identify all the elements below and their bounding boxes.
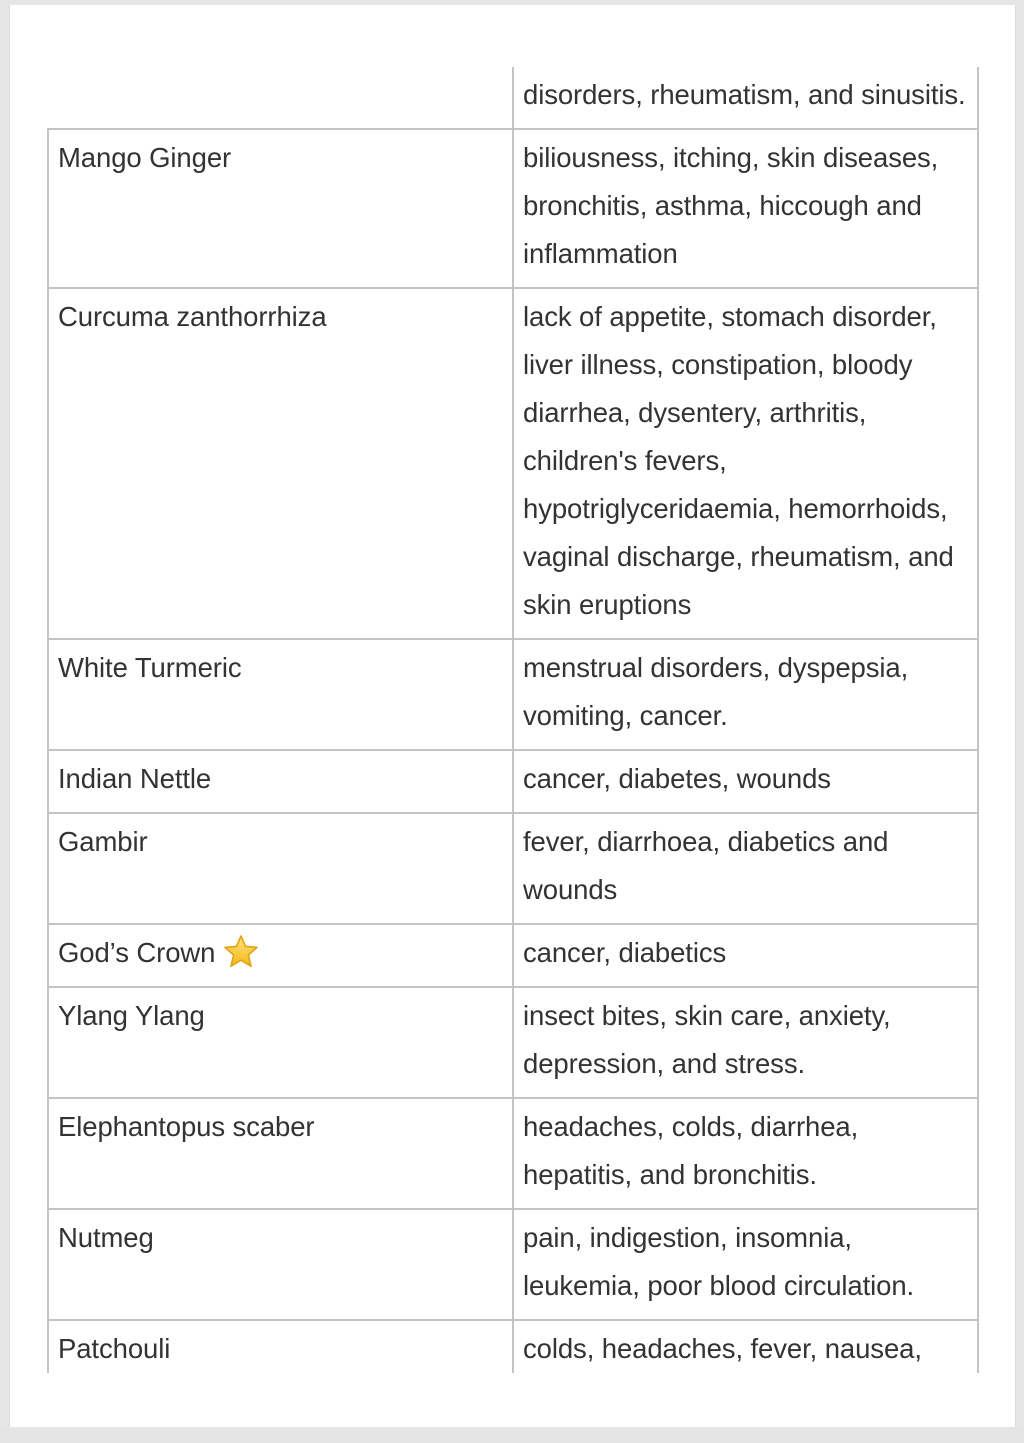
herb-uses-cell: menstrual disorders, dyspepsia, vomiting, cancer.: [513, 639, 978, 750]
herb-uses-cell: insect bites, skin care, anxiety, depression, and stress.: [513, 987, 978, 1098]
table-row: [48, 288, 978, 639]
herb-uses-cell: headaches, colds, diarrhea, hepatitis, and bronchitis.: [513, 1098, 978, 1209]
herb-name-cell: [48, 67, 513, 129]
table-row: [48, 1209, 978, 1320]
herb-name-cell: Curcuma zanthorrhiza: [48, 288, 513, 639]
document-page: [9, 5, 1016, 1427]
page-bottom-edge: [0, 1428, 1024, 1443]
herb-uses-cell: cancer, diabetics: [513, 924, 978, 987]
table-row: [48, 924, 978, 987]
herb-uses-cell: lack of appetite, stomach disorder, liver illness, constipation, bloody diarrhea, dysentery, arthritis, children's fevers, hypotriglyceridaemia, hemorrhoids, vaginal discharge, rheumatism, and skin eruptions: [513, 288, 978, 639]
table-row: [48, 639, 978, 750]
table-row: [48, 1320, 978, 1373]
herb-name-cell: Patchouli: [48, 1320, 513, 1373]
table-row: [48, 987, 978, 1098]
table-row: [48, 813, 978, 924]
herb-uses-cell: biliousness, itching, skin diseases, bronchitis, asthma, hiccough and inflammation: [513, 129, 978, 288]
table-row: [48, 1098, 978, 1209]
table-row: [48, 67, 978, 129]
herb-uses-cell: cancer, diabetes, wounds: [513, 750, 978, 813]
table-row: [48, 750, 978, 813]
table-row: [48, 129, 978, 288]
herb-name-text: God’s Crown: [58, 937, 216, 968]
herb-name-cell: Ylang Ylang: [48, 987, 513, 1098]
herb-uses-cell: disorders, rheumatism, and sinusitis.: [513, 67, 978, 129]
star-icon: [223, 934, 259, 968]
herb-name-cell: Mango Ginger: [48, 129, 513, 288]
herb-name-cell: Nutmeg: [48, 1209, 513, 1320]
herb-name-cell: [48, 924, 513, 987]
herb-uses-cell: colds, headaches, fever, nausea,: [513, 1320, 978, 1373]
herb-uses-cell: fever, diarrhoea, diabetics and wounds: [513, 813, 978, 924]
herb-uses-cell: pain, indigestion, insomnia, leukemia, poor blood circulation.: [513, 1209, 978, 1320]
herb-name-cell: Indian Nettle: [48, 750, 513, 813]
herb-uses-table: [47, 67, 979, 1373]
herb-name-cell: White Turmeric: [48, 639, 513, 750]
herb-name-cell: Elephantopus scaber: [48, 1098, 513, 1209]
herb-name-cell: Gambir: [48, 813, 513, 924]
